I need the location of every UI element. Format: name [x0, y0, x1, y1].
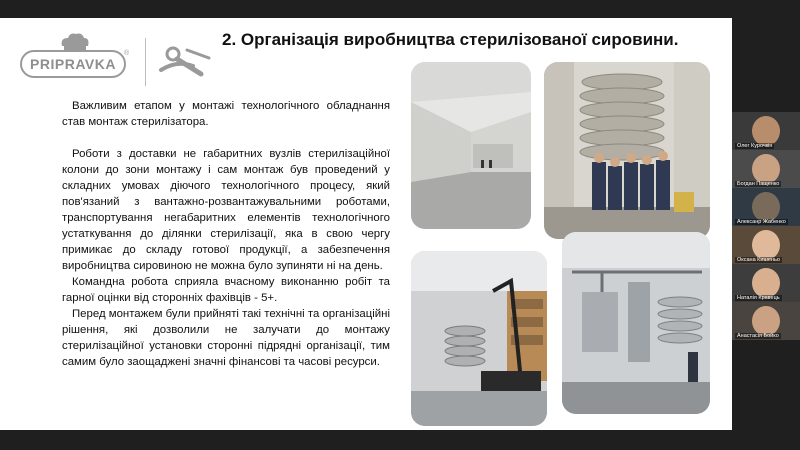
participant-avatar	[752, 230, 780, 260]
participant-name: Оксана Кишеньо	[737, 257, 780, 263]
participant-avatar	[752, 116, 780, 146]
photo-sterilizer-column-team	[544, 62, 710, 239]
participant-tile[interactable]	[732, 264, 800, 302]
paragraph-intro: Важливим етапом у монтажі технологічного обладнання став монтаж стерилізатора.	[62, 100, 390, 128]
chef-hat-icon	[58, 32, 92, 52]
slide-body	[62, 98, 390, 370]
paragraph-teamwork: Командна робота сприяла вчасному виконанню робіт та гарної оцінки від сторонніх фахівців - 5+.	[62, 276, 390, 304]
participant-tile[interactable]	[732, 188, 800, 226]
participant-tile[interactable]	[732, 302, 800, 340]
logo-text: PRIPRAVKA	[30, 56, 116, 72]
photo-installed-equipment	[562, 232, 710, 414]
participant-name: Анастасія Бойко	[737, 333, 779, 339]
logo-registered-mark: ®	[124, 50, 130, 57]
participant-avatar	[752, 154, 780, 184]
paragraph-delivery: Роботи з доставки не габаритних вузлів стерилізаційної колони до зони монтажу і сам монтаж був проведений у складних умовах діючого технологічного процесу, який пов'язаний з вантажно-розвантажувальними роботами, транспортування негабаритних елементів технологічного устаткування до ділянки стерилізації, яка в свою чергу примикає до складу готової продукції, а забезпечення виробництва сировиною не можна було зупиняти ні на день.	[62, 148, 390, 272]
spoon-mark-icon	[157, 46, 213, 78]
participant-name: Алексанр Жабенко	[737, 219, 786, 225]
participant-name: Богдан Пащенко	[737, 181, 780, 187]
logo-pill	[20, 50, 126, 78]
photo-warehouse-crane	[411, 251, 547, 426]
participant-avatar	[752, 268, 780, 298]
participant-tile[interactable]	[732, 150, 800, 188]
participant-tile[interactable]	[732, 112, 800, 150]
participant-tile[interactable]	[732, 226, 800, 264]
participant-avatar	[752, 192, 780, 222]
presentation-slide	[0, 18, 732, 430]
photo-empty-hall	[411, 62, 531, 229]
participant-avatar	[752, 306, 780, 336]
slide-title: 2. Організація виробництва стерилізованої сировини.	[222, 30, 679, 49]
participant-name: Наталія Кравець	[737, 295, 780, 301]
logo-divider	[145, 38, 146, 86]
pripravka-logo	[20, 32, 215, 92]
paragraph-decisions: Перед монтажем були прийняті такі технічні та організаційні рішення, які дозволили не залучати до монтажу стерилізаційної установки сторонні підрядні організації, тим самим було заощаджені значні фінансові та часові ресурси.	[62, 308, 390, 368]
participant-name: Олег Курочкін	[737, 143, 773, 149]
